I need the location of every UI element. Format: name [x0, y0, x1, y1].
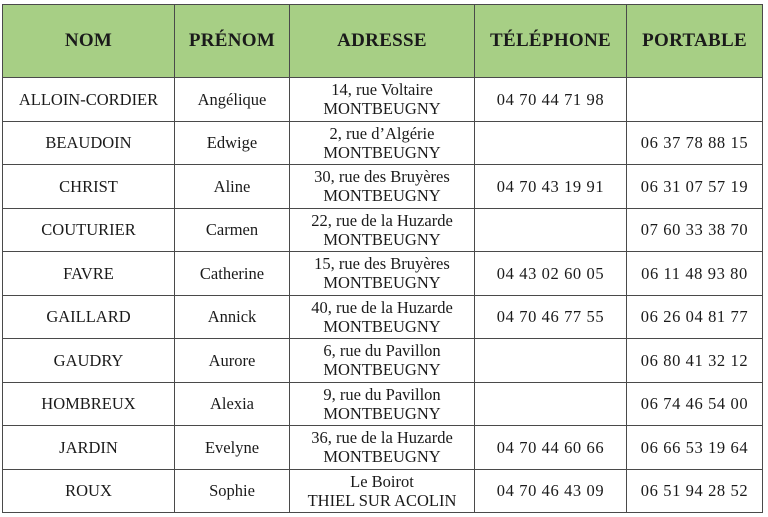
address-street: 22, rue de la Huzarde [311, 210, 453, 230]
address-street: 14, rue Voltaire [331, 80, 433, 100]
cell-nom: COUTURIER [3, 208, 175, 252]
table-row [3, 208, 763, 252]
table-row [3, 469, 763, 513]
cell-telephone [475, 208, 627, 252]
address-street: 2, rue d’Algérie [329, 123, 435, 143]
table-row [3, 295, 763, 339]
table-row [3, 426, 763, 470]
cell-telephone: 04 70 44 60 66 [475, 426, 627, 470]
header-nom: NOM [3, 5, 175, 78]
cell-adresse [290, 252, 475, 296]
table-row [3, 382, 763, 426]
address-city: MONTBEUGNY [323, 99, 441, 119]
table-row [3, 78, 763, 122]
cell-adresse [290, 208, 475, 252]
cell-telephone: 04 70 46 77 55 [475, 295, 627, 339]
cell-nom: ROUX [3, 469, 175, 513]
cell-telephone: 04 70 44 71 98 [475, 78, 627, 122]
header-row [3, 5, 763, 78]
cell-nom: GAILLARD [3, 295, 175, 339]
cell-telephone [475, 339, 627, 383]
cell-portable: 07 60 33 38 70 [627, 208, 763, 252]
header-telephone: TÉLÉPHONE [475, 5, 627, 78]
contacts-table [2, 4, 763, 513]
address-city: MONTBEUGNY [323, 229, 441, 249]
cell-adresse [290, 339, 475, 383]
contact-sheet [2, 4, 763, 513]
cell-prenom: Aurore [175, 339, 290, 383]
cell-portable: 06 80 41 32 12 [627, 339, 763, 383]
cell-prenom: Evelyne [175, 426, 290, 470]
cell-telephone: 04 70 43 19 91 [475, 165, 627, 209]
address-street: 40, rue de la Huzarde [311, 297, 453, 317]
table-body [3, 78, 763, 513]
cell-nom: GAUDRY [3, 339, 175, 383]
cell-portable: 06 31 07 57 19 [627, 165, 763, 209]
cell-nom: JARDIN [3, 426, 175, 470]
cell-portable: 06 51 94 28 52 [627, 469, 763, 513]
address-city: MONTBEUGNY [323, 360, 441, 380]
cell-adresse [290, 382, 475, 426]
table-row [3, 252, 763, 296]
cell-nom: HOMBREUX [3, 382, 175, 426]
address-street: 9, rue du Pavillon [323, 384, 441, 404]
address-street: 15, rue des Bruyères [314, 254, 450, 274]
cell-portable [627, 78, 763, 122]
cell-telephone [475, 121, 627, 165]
address-street: 30, rue des Bruyères [314, 167, 450, 187]
cell-adresse [290, 426, 475, 470]
address-city: THIEL SUR ACOLIN [307, 490, 457, 510]
cell-portable: 06 26 04 81 77 [627, 295, 763, 339]
cell-portable: 06 37 78 88 15 [627, 121, 763, 165]
table-row [3, 121, 763, 165]
cell-nom: ALLOIN-CORDIER [3, 78, 175, 122]
cell-prenom: Alexia [175, 382, 290, 426]
header-adresse: ADRESSE [290, 5, 475, 78]
cell-prenom: Aline [175, 165, 290, 209]
cell-nom: FAVRE [3, 252, 175, 296]
cell-portable: 06 66 53 19 64 [627, 426, 763, 470]
cell-adresse [290, 78, 475, 122]
cell-prenom: Angélique [175, 78, 290, 122]
address-city: MONTBEUGNY [323, 316, 441, 336]
header-portable: PORTABLE [627, 5, 763, 78]
cell-adresse [290, 295, 475, 339]
cell-prenom: Annick [175, 295, 290, 339]
address-city: MONTBEUGNY [323, 186, 441, 206]
address-city: MONTBEUGNY [323, 447, 441, 467]
cell-prenom: Catherine [175, 252, 290, 296]
cell-nom: CHRIST [3, 165, 175, 209]
address-street: 6, rue du Pavillon [323, 341, 441, 361]
cell-portable: 06 11 48 93 80 [627, 252, 763, 296]
cell-adresse [290, 165, 475, 209]
cell-prenom: Edwige [175, 121, 290, 165]
cell-portable: 06 74 46 54 00 [627, 382, 763, 426]
cell-nom: BEAUDOIN [3, 121, 175, 165]
cell-telephone: 04 70 46 43 09 [475, 469, 627, 513]
address-city: MONTBEUGNY [323, 273, 441, 293]
cell-telephone: 04 43 02 60 05 [475, 252, 627, 296]
address-street: 36, rue de la Huzarde [311, 428, 453, 448]
cell-adresse [290, 121, 475, 165]
cell-adresse [290, 469, 475, 513]
address-city: MONTBEUGNY [323, 142, 441, 162]
cell-prenom: Carmen [175, 208, 290, 252]
table-row [3, 339, 763, 383]
table-row [3, 165, 763, 209]
cell-telephone [475, 382, 627, 426]
header-prenom: PRÉNOM [175, 5, 290, 78]
address-city: MONTBEUGNY [323, 403, 441, 423]
address-street: Le Boirot [350, 471, 414, 491]
cell-prenom: Sophie [175, 469, 290, 513]
